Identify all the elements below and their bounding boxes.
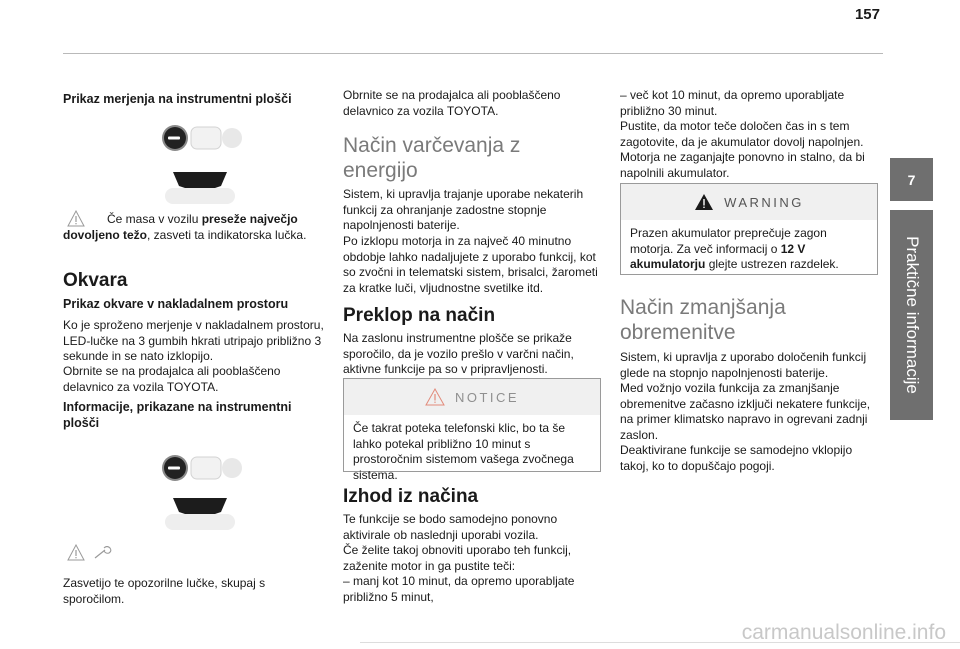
notice-box	[343, 378, 601, 482]
warning-outline-icon-2	[67, 544, 85, 566]
paragraph-warning-lights: Zasvetijo te opozorilne lučke, skupaj s sporočilom.	[63, 576, 266, 606]
notice-label: NOTICE	[454, 389, 520, 405]
notice-header	[344, 379, 600, 415]
load-indicator-icon-top	[155, 118, 245, 163]
wrench-icon	[93, 546, 113, 565]
heading-cargo-fault: Prikaz okvare v nakladalnem prostoru	[63, 297, 289, 311]
paragraph-energy-duration: Po izklopu motorja in za največ 40 minutno obdobje lahko nadaljujete z uporabo funkcij, kot so zvočni in telematski sistem, brisalci, žarometi za kratke luči, vljudnostne svetilke itd.	[343, 234, 598, 295]
fault-indicator-icon-bottom	[155, 494, 245, 539]
warning-box	[620, 183, 878, 275]
chapter-title: Praktične informacije	[902, 236, 922, 394]
paragraph-load-reactivate: Deaktivirane funkcije se samodejno vklopijo takoj, ko to dopuščajo pogoji.	[620, 443, 853, 473]
paragraph-engine-run: Pustite, da motor teče določen čas in s tem zagotovite, da je akumulator dovolj napolnjen. Motorja ne zaganjajte ponovno in stalno, da bi napolnili akumulator.	[620, 119, 865, 180]
paragraph-exit-restore: Če želite takoj obnoviti uporabo teh funkcij, zaženite motor in ga pustite teči:	[343, 543, 572, 573]
notice-text: Če takrat poteka telefonski klic, bo ta še lahko potekal približno 10 minut s prostoročnim sistemom vašega zvočnega sistema.	[353, 421, 574, 482]
section-title-energy-saving: Način varčevanja z energijo	[343, 134, 521, 182]
paragraph-contact-dealer-2: Obrnite se na prodajalca ali pooblaščeno delavnico za vozila TOYOTA.	[343, 88, 561, 118]
paragraph-exit-over10: – več kot 10 minut, da opremo uporabljate približno 30 minut.	[620, 88, 845, 118]
heading-instrument-display: Prikaz merjenja na instrumentni plošči	[63, 92, 292, 106]
watermark: carmanualsonline.info	[741, 621, 946, 644]
load-indicator-icon-bottom	[155, 168, 245, 213]
heading-exit-mode: Izhod iz načina	[343, 486, 479, 507]
fault-indicator-icon-top	[155, 448, 245, 493]
notice-triangle-icon	[425, 388, 445, 406]
overload-paragraph: Če masa v vozilu preseže največjo dovoljeno težo, zasveti ta indikatorska lučka.	[63, 212, 307, 242]
page-number: 157	[854, 6, 880, 23]
paragraph-exit-under10: – manj kot 10 minut, da opremo uporabljate približno 5 minut,	[343, 574, 575, 604]
paragraph-switch-mode: Na zaslonu instrumentne plošče se prikaže sporočilo, da je vozilo prešlo v varčni način, aktivne funkcije pa so v pripravljenosti.	[343, 331, 574, 376]
paragraph-energy-system: Sistem, ki upravlja trajanje uporabe nekaterih funkcij za ohranjanje zadostne stopnje napolnjenosti baterije.	[343, 187, 584, 232]
chapter-sidebar	[890, 210, 933, 420]
warning-label: WARNING	[724, 194, 804, 210]
warning-text: Prazen akumulator preprečuje zagon motorja. Za več informacij o 12 V akumulatorju glejte ustrezen razdelek.	[630, 226, 839, 271]
heading-switch-mode: Preklop na način	[343, 305, 496, 326]
paragraph-load-system: Sistem, ki upravlja z uporabo določenih funkcij glede na stopnjo napolnjenosti baterije.	[620, 350, 867, 380]
section-title-load-reduction: Način zmanjšanja obremenitve	[620, 296, 786, 344]
warning-triangle-icon	[694, 193, 714, 211]
chapter-tab[interactable]: 7	[890, 158, 933, 201]
heading-dashboard-info: Informacije, prikazane na instrumentni plošči	[63, 400, 292, 430]
warning-header	[621, 184, 877, 220]
header-rule	[63, 53, 883, 54]
paragraph-cargo-fault: Ko je sproženo merjenje v nakladalnem prostoru, LED-lučke na 3 gumbih hkrati utripajo približno 3 sekunde in se nato izklopijo.	[63, 318, 324, 363]
paragraph-load-driving: Med vožnjo vozila funkcija za zmanjšanje obremenitve začasno izključi nekatere funkcije, na primer klimatsko napravo in ogrevani zadnji zaslon.	[620, 381, 871, 442]
paragraph-contact-dealer: Obrnite se na prodajalca ali pooblaščeno delavnico za vozila TOYOTA.	[63, 364, 281, 394]
section-title-okvara: Okvara	[63, 270, 128, 291]
paragraph-exit-auto: Te funkcije se bodo samodejno ponovno aktivirale ob naslednji uporabi vozila.	[343, 512, 558, 542]
